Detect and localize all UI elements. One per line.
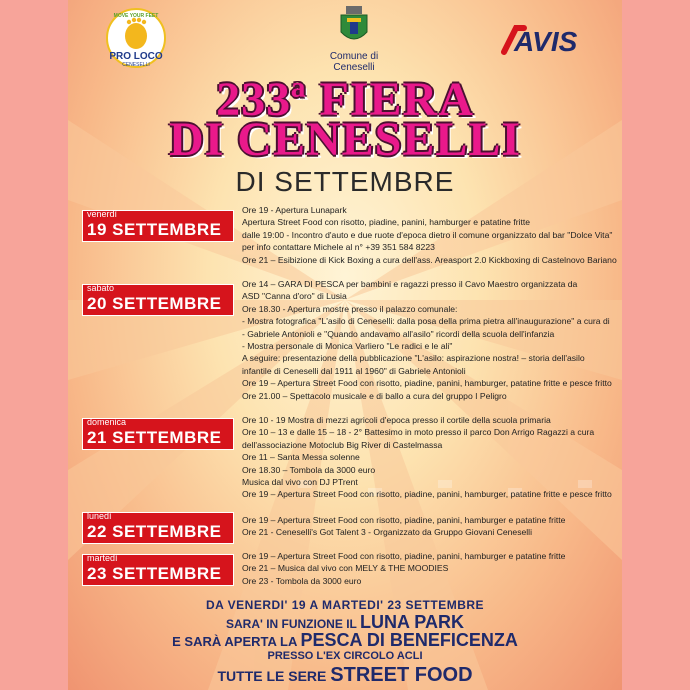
program-line: Ore 10 - 19 Mostra di mezzi agricoli d'epoca presso il cortile della scuola primaria [242, 415, 551, 425]
program-line: dell'associazione Motoclub Big River di Castelmassa [242, 439, 443, 450]
program-line: Ore 19 – Apertura Street Food con risotto, piadine, panini, hamburger e patatine fritte [242, 551, 566, 561]
avis-wordmark: AVIS [514, 26, 578, 56]
poster-title-line2: DI CENESELLI [168, 113, 522, 166]
footer-pesca-big: PESCA DI BENEFICENZA [300, 630, 518, 650]
program-line: Ore 19 – Apertura Street Food con risotto, piadine, panini, hamburger, patatine fritte e pesce fritto [242, 489, 612, 500]
footer-luna-park-pre: SARA' IN FUNZIONE IL [226, 617, 357, 631]
program-line: Musica dal vivo con DJ PTrent [242, 477, 358, 488]
program-line: Ore 14 – GARA DI PESCA per bambini e ragazzi presso il Cavo Maestro organizzata da [242, 279, 578, 289]
proloco-logo [100, 8, 172, 72]
date-label: 23 SETTEMBRE [87, 564, 222, 583]
program-line: Ore 21 - Ceneselli's Got Talent 3 - Organizzato da Gruppo Giovani Ceneselli [242, 527, 532, 538]
program-line: Ore 10 – 13 e dalle 15 – 18 - 2° Battesimo in moto presso il parco Don Arrigo Ragazzi a cura [242, 427, 595, 438]
program-line: - Gabriele Antonioli e "Quando andavamo all'asilo" ricordi della scuola dell'infanzia [242, 328, 555, 339]
footer-street-food [68, 664, 622, 687]
program-friday [242, 204, 618, 266]
program-line: Ore 23 - Tombola da 3000 euro [242, 575, 362, 586]
program-line: Ore 11 – Santa Messa solenne [242, 452, 360, 463]
program-sunday [242, 414, 618, 501]
footer-luna-park-big: LUNA PARK [359, 612, 464, 632]
proloco-name: PRO LOCO [109, 51, 163, 62]
footer-pesca-pre: E SARÀ APERTA LA [172, 634, 297, 649]
program-line: Ore 18.30 - Apertura mostre presso il palazzo comunale: [242, 303, 458, 314]
program-line: infantile di Ceneselli dal 1911 al 1960" di Gabriele Antonioli [242, 365, 466, 376]
footer-street-food-big: STREET FOOD [330, 664, 473, 686]
weekday-label: domenica [87, 417, 127, 427]
weekday-label: martedì [87, 553, 118, 563]
date-label: 20 SETTEMBRE [87, 294, 222, 313]
footer-pesca [68, 630, 622, 651]
proloco-motto: MOVE YOUR FEET [113, 13, 159, 19]
program-line: - Mostra fotografica "L'asilo di Ceneselli: dalla posa della prima pietra all'inaugurazione" a cura di [242, 316, 610, 327]
program-line: Ore 18.30 – Tombola da 3000 euro [242, 464, 376, 475]
comune-label-line1: Comune di [329, 51, 379, 62]
program-line: A seguire: presentazione della pubblicazione "L'asilo: aspirazione nostra! – storia dell'asilo [242, 353, 585, 364]
date-badge-saturday [82, 284, 234, 316]
footer-location: PRESSO L'EX CIRCOLO ACLI [267, 650, 423, 662]
weekday-label: lunedì [87, 511, 112, 521]
program-line: - Mostra personale di Monica Varliero "Le radici e le ali" [242, 341, 453, 352]
program-line: Ore 21 – Esibizione di Kick Boxing a cura dell'ass. Areasport 2.0 Kickboxing di Castelnovo Bariano [242, 254, 617, 265]
coat-of-arms-icon [337, 6, 371, 46]
event-poster [68, 0, 622, 690]
program-line: Ore 21.00 – Spettacolo musicale e di ballo a cura del gruppo I Peligro [242, 390, 507, 401]
program-line: dalle 19:00 - Incontro d'auto e due ruote d'epoca dietro il comune organizzato dal bar "Dolce Vita" [242, 229, 613, 240]
date-badge-tuesday [82, 554, 234, 586]
weekday-label: venerdì [87, 209, 118, 219]
poster-subtitle: DI SETTEMBRE [235, 166, 455, 197]
program-line: Ore 19 - Apertura Lunapark [242, 205, 347, 215]
proloco-city: CENESELLI [122, 62, 150, 68]
date-badge-sunday [82, 418, 234, 450]
program-line: per info contattare Michele al n° +39 351 584 8223 [242, 242, 435, 253]
program-monday [242, 514, 618, 539]
program-line: ASD "Canna d'oro" di Lusia [242, 291, 347, 302]
avis-logo [500, 22, 600, 56]
program-saturday [242, 278, 618, 402]
comune-logo [324, 6, 384, 73]
program-line: Apertura Street Food con risotto, piadine, panini, hamburger e patatine fritte [242, 217, 531, 228]
footer-street-food-pre: TUTTE LE SERE [217, 668, 327, 684]
date-label: 22 SETTEMBRE [87, 522, 222, 541]
weekday-label: sabato [87, 283, 115, 293]
date-label: 21 SETTEMBRE [87, 428, 222, 447]
poster-title-line1: 233ª FIERA [216, 73, 474, 126]
footer-dates: DA VENERDI' 19 A MARTEDI' 23 SETTEMBRE [205, 598, 485, 612]
date-badge-monday [82, 512, 234, 544]
program-line: Ore 19 – Apertura Street Food con risotto, piadine, panini, hamburger e patatine fritte [242, 515, 566, 525]
date-label: 19 SETTEMBRE [87, 220, 222, 239]
program-line: Ore 19 – Apertura Street Food con risotto, piadine, panini, hamburger, patatine fritte e pesce fritto [242, 378, 612, 389]
program-tuesday [242, 550, 618, 587]
date-badge-friday [82, 210, 234, 242]
comune-label-line2: Ceneselli [333, 62, 375, 73]
program-line: Ore 21 – Musica dal vivo con MELY & THE MOODIES [242, 563, 449, 574]
